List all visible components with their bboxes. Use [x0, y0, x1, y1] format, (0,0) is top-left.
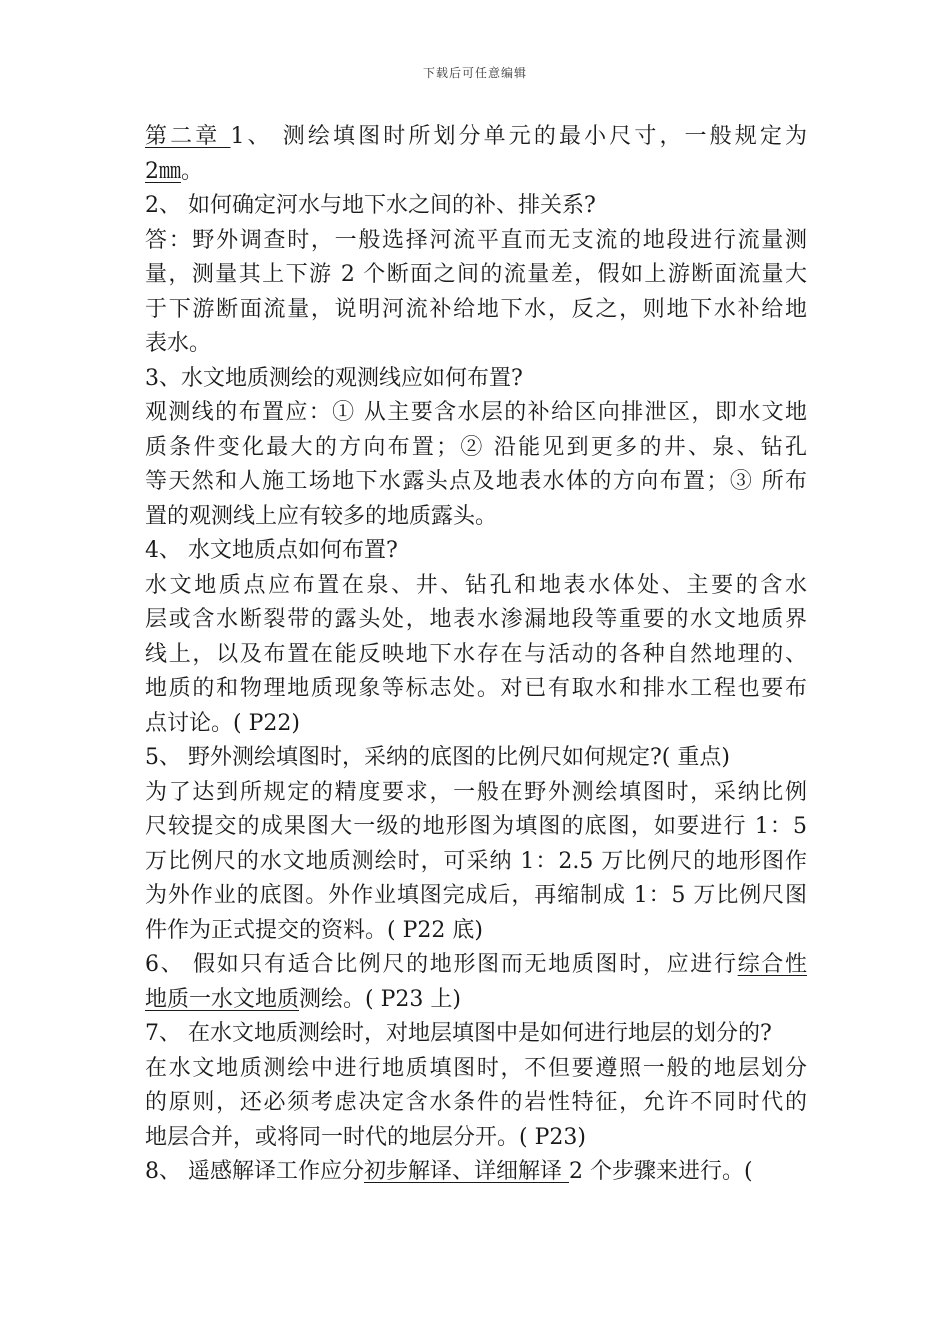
- text-segment: 件作为正式提交的资料。( P22 底): [145, 917, 483, 943]
- text-line: [145, 1017, 807, 1052]
- text-line: [145, 1121, 807, 1156]
- text-line: [145, 327, 807, 362]
- text-segment: 1、 测绘填图时所划分单元的最小尺寸，一般规定为: [230, 124, 807, 149]
- underlined-text: 综合性: [737, 952, 807, 977]
- text-line: [145, 500, 807, 535]
- text-line: [145, 672, 807, 707]
- text-segment: 2、 如何确定河水与地下水之间的补、排关系?: [145, 193, 596, 218]
- text-segment: 在水文地质测绘中进行地质填图时，不但要遵照一般的地层划分: [145, 1055, 807, 1081]
- text-line: [145, 1155, 807, 1190]
- text-line: [145, 810, 807, 845]
- text-segment: 万比例尺的水文地质测绘时，可采纳 1：2.5 万比例尺的地形图作: [145, 848, 807, 874]
- text-line: [145, 258, 807, 293]
- text-line: [145, 914, 807, 949]
- text-line: [145, 189, 807, 224]
- text-line: [145, 638, 807, 673]
- text-segment: 7、 在水文地质测绘时，对地层填图中是如何进行地层的划分的?: [145, 1021, 772, 1046]
- text-segment: 5、 野外测绘填图时，采纳的底图的比例尺如何规定?( 重点): [145, 745, 730, 770]
- text-segment: 层或含水断裂带的露头处，地表水渗漏地段等重要的水文地质界: [145, 607, 807, 632]
- underlined-text: 地质一水文地质: [145, 986, 300, 1012]
- text-line: [145, 603, 807, 638]
- text-line: [145, 1086, 807, 1121]
- text-line: [145, 776, 807, 811]
- text-line: [145, 293, 807, 328]
- text-segment: 于下游断面流量，说明河流补给地下水，反之，则地下水补给地: [145, 296, 807, 322]
- text-line: [145, 845, 807, 880]
- underlined-text: 2㎜: [145, 158, 181, 184]
- document-body: [145, 120, 807, 1190]
- text-segment: 观测线的布置应：① 从主要含水层的补给区向排泄区，即水文地: [145, 400, 807, 425]
- text-line: [145, 1052, 807, 1087]
- text-segment: 为外作业的底图。外作业填图完成后，再缩制成 1：5 万比例尺图: [145, 883, 807, 908]
- text-line: [145, 465, 807, 500]
- text-line: [145, 120, 807, 155]
- text-line: [145, 879, 807, 914]
- text-segment: 等天然和人施工场地下水露头点及地表水体的方向布置；③ 所布: [145, 469, 807, 494]
- text-segment: 为了达到所规定的精度要求，一般在野外测绘填图时，采纳比例: [145, 779, 807, 805]
- text-segment: 线上，以及布置在能反映地下水存在与活动的各种自然地理的、: [145, 641, 807, 667]
- text-line: [145, 948, 807, 983]
- text-line: [145, 983, 807, 1018]
- text-segment: 点讨论。( P22): [145, 710, 300, 736]
- text-segment: 3、水文地质测绘的观测线应如何布置?: [145, 365, 523, 391]
- text-line: [145, 431, 807, 466]
- text-line: [145, 741, 807, 776]
- text-segment: 尺较提交的成果图大一级的地形图为填图的底图，如要进行 1：5: [145, 814, 807, 839]
- text-line: [145, 707, 807, 742]
- text-segment: 水文地质点应布置在泉、井、钻孔和地表水体处、主要的含水: [145, 572, 807, 598]
- text-line: [145, 224, 807, 259]
- text-segment: 8、 遥感解译工作应分: [145, 1159, 364, 1184]
- text-segment: 量，测量其上下游 2 个断面之间的流量差，假如上游断面流量大: [145, 262, 807, 287]
- underlined-text: 初步解译、详细解译: [364, 1159, 569, 1184]
- text-segment: 6、 假如只有适合比例尺的地形图而无地质图时，应进行: [145, 952, 738, 977]
- text-segment: 置的观测线上应有较多的地质露头。: [145, 503, 498, 529]
- page-header: 下载后可任意编辑: [422, 66, 527, 80]
- text-segment: 质条件变化最大的方向布置；② 沿能见到更多的井、泉、钻孔: [145, 434, 807, 460]
- text-line: [145, 534, 807, 569]
- text-segment: 的原则，还必须考虑决定含水条件的岩性特征，允许不同时代的: [145, 1090, 807, 1115]
- text-segment: 测绘。( P23 上): [299, 986, 461, 1012]
- text-segment: 地质的和物理地质现象等标志处。对已有取水和排水工程也要布: [145, 676, 807, 701]
- text-segment: 地层合并，或将同一时代的地层分开。( P23): [145, 1124, 586, 1150]
- text-segment: 4、 水文地质点如何布置?: [145, 538, 398, 563]
- text-line: [145, 362, 807, 397]
- text-segment: 表水。: [145, 331, 212, 356]
- text-segment: 2 个步骤来进行。(: [569, 1159, 753, 1184]
- text-segment: 。: [181, 158, 204, 184]
- text-line: [145, 396, 807, 431]
- text-line: [145, 569, 807, 604]
- text-segment: 答：野外调查时，一般选择河流平直而无支流的地段进行流量测: [145, 227, 807, 253]
- text-line: [145, 155, 807, 190]
- underlined-text: 第二章: [145, 124, 231, 149]
